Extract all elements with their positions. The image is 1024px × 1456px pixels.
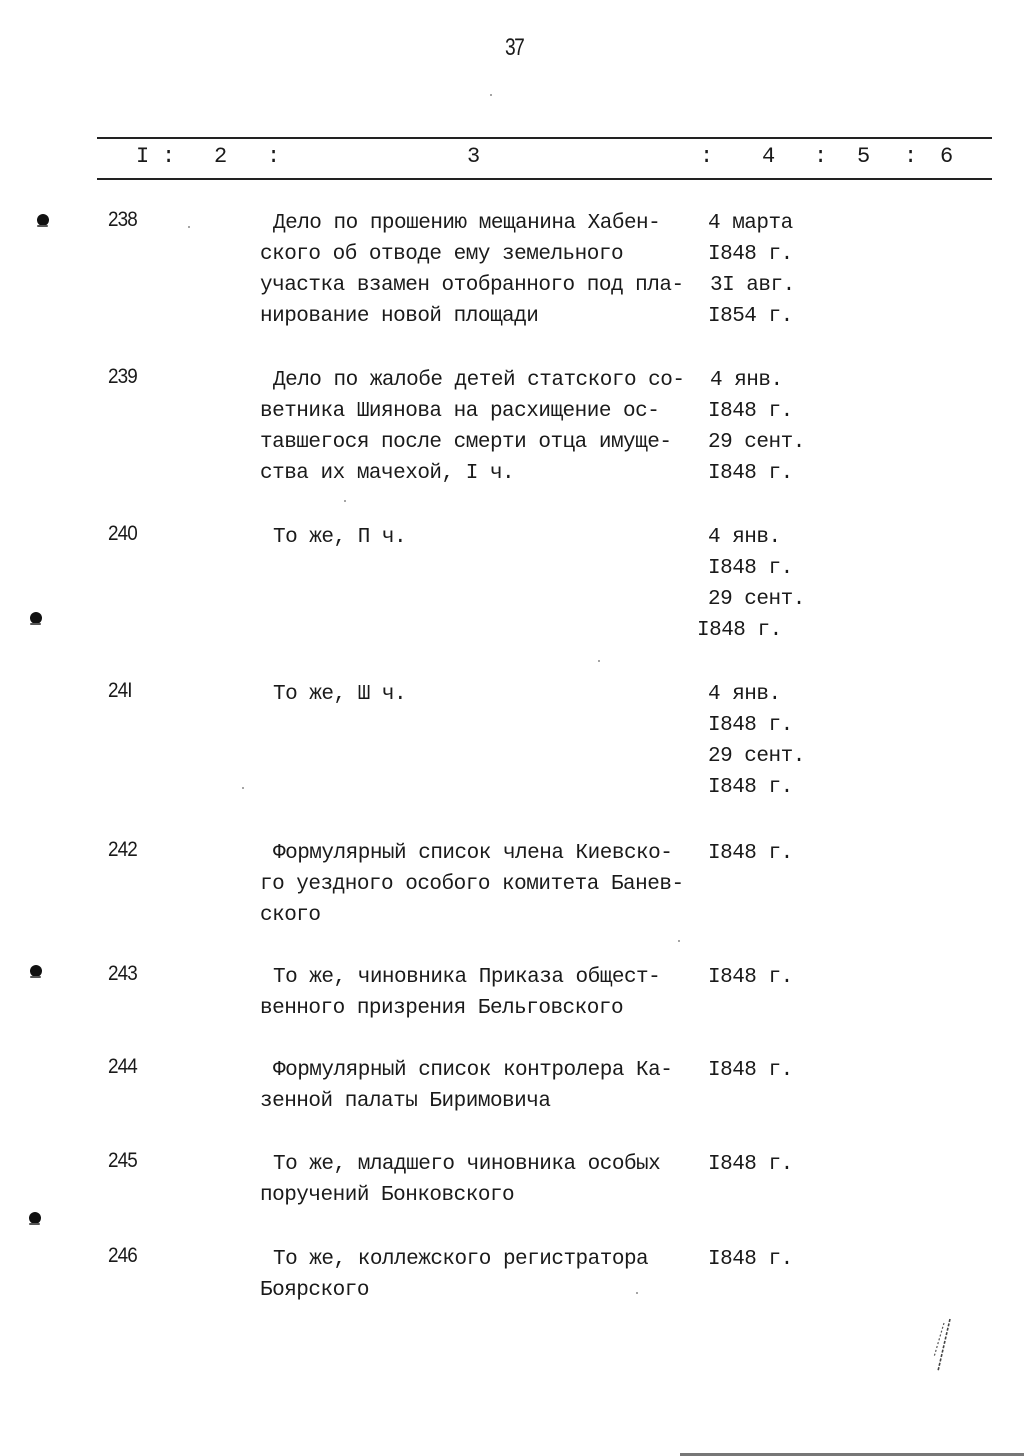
entry-number: 240 <box>108 522 137 545</box>
entry-number: 239 <box>108 365 137 388</box>
entry-title-line: Формулярный список контролера Ка- <box>273 1059 673 1082</box>
entry-number: 246 <box>108 1244 137 1267</box>
entry-date-line: I848 г. <box>708 243 793 266</box>
entry-date-line: 4 марта <box>708 212 793 235</box>
entry-title-line: нирование новой площади <box>260 305 539 328</box>
entry-title-line: зенной палаты Биримовича <box>260 1090 551 1113</box>
column-header-4: 4 <box>762 144 776 169</box>
entry-date-line: I848 г. <box>708 1153 793 1176</box>
entry-date-line: 29 сент. <box>708 431 805 454</box>
entry-date-line: 4 янв. <box>708 526 781 549</box>
entry-date-line: I848 г. <box>708 714 793 737</box>
entry-number: 242 <box>108 838 137 861</box>
column-separator: : <box>904 144 918 169</box>
scan-speck <box>678 940 680 942</box>
entry-number: 245 <box>108 1149 137 1172</box>
column-separator: : <box>700 144 714 169</box>
column-header-3: 3 <box>467 144 481 169</box>
entry-title-line: ского об отводе ему земельного <box>260 243 624 266</box>
entry-date-line: I848 г. <box>708 400 793 423</box>
entry-date-line: 3I авг. <box>710 274 795 297</box>
entry-title-line: участка взамен отобранного под пла- <box>260 274 684 297</box>
entry-number: 238 <box>108 208 137 231</box>
scan-speck <box>188 226 190 228</box>
entry-number: 24I <box>108 679 132 702</box>
entry-date-line: I848 г. <box>708 776 793 799</box>
entry-title-line: Дело по жалобе детей статского со- <box>273 369 685 392</box>
column-header-2: 2 <box>214 144 228 169</box>
entry-title-line: Боярского <box>260 1279 369 1302</box>
column-separator: : <box>267 144 281 169</box>
column-separator: : <box>162 144 176 169</box>
entry-title-line: То же, младшего чиновника особых <box>273 1153 661 1176</box>
entry-title-line: ского <box>260 904 321 927</box>
entry-date-line: I848 г. <box>708 842 793 865</box>
column-header-5: 5 <box>857 144 871 169</box>
entry-title-line: тавшегося после смерти отца имуще- <box>260 431 672 454</box>
entry-title-line: поручений Бонковского <box>260 1184 515 1207</box>
table-header <box>0 144 1024 174</box>
punch-hole-mark <box>37 214 49 226</box>
entry-date-line: 4 янв. <box>708 683 781 706</box>
entry-date-line: I848 г. <box>708 1059 793 1082</box>
entry-title-line: То же, коллежского регистратора <box>273 1248 649 1271</box>
entry-date-line: 29 сент. <box>708 745 805 768</box>
entry-title-line: венного призрения Бельговского <box>260 997 624 1020</box>
entry-title-line: То же, Ш ч. <box>273 683 407 706</box>
entry-date-line: 4 янв. <box>710 369 783 392</box>
header-rule-top <box>97 137 992 139</box>
scan-speck <box>344 500 346 502</box>
column-separator: : <box>814 144 828 169</box>
pencil-mark-icon <box>930 1315 954 1375</box>
scan-speck <box>242 787 244 789</box>
entry-date-line: I848 г. <box>708 1248 793 1271</box>
column-header-1: I <box>136 144 150 169</box>
entry-date-line: I848 г. <box>708 966 793 989</box>
entry-title-line: То же, чиновника Приказа общест- <box>273 966 661 989</box>
page-number: 37 <box>505 34 524 61</box>
entry-date-line: I848 г. <box>708 462 793 485</box>
scan-speck <box>490 94 492 96</box>
punch-hole-mark <box>29 1212 41 1224</box>
entry-number: 243 <box>108 962 137 985</box>
header-rule-bottom <box>97 178 992 180</box>
entry-title-line: го уездного особого комитета Банев- <box>260 873 684 896</box>
entry-date-line: I848 г. <box>697 619 782 642</box>
entry-title-line: ства их мачехой, I ч. <box>260 462 515 485</box>
punch-hole-mark <box>30 965 42 977</box>
column-header-6: 6 <box>940 144 954 169</box>
entry-number: 244 <box>108 1055 137 1078</box>
entry-date-line: 29 сент. <box>708 588 805 611</box>
punch-hole-mark <box>30 612 42 624</box>
entry-date-line: I854 г. <box>708 305 793 328</box>
entry-title-line: Дело по прошению мещанина Хабен- <box>273 212 661 235</box>
entry-title-line: Формулярный список члена Киевско- <box>273 842 673 865</box>
entry-title-line: ветника Шиянова на расхищение ос- <box>260 400 660 423</box>
entry-title-line: То же, П ч. <box>273 526 407 549</box>
scan-speck <box>636 1292 638 1294</box>
entry-date-line: I848 г. <box>708 557 793 580</box>
scan-speck <box>598 660 600 662</box>
